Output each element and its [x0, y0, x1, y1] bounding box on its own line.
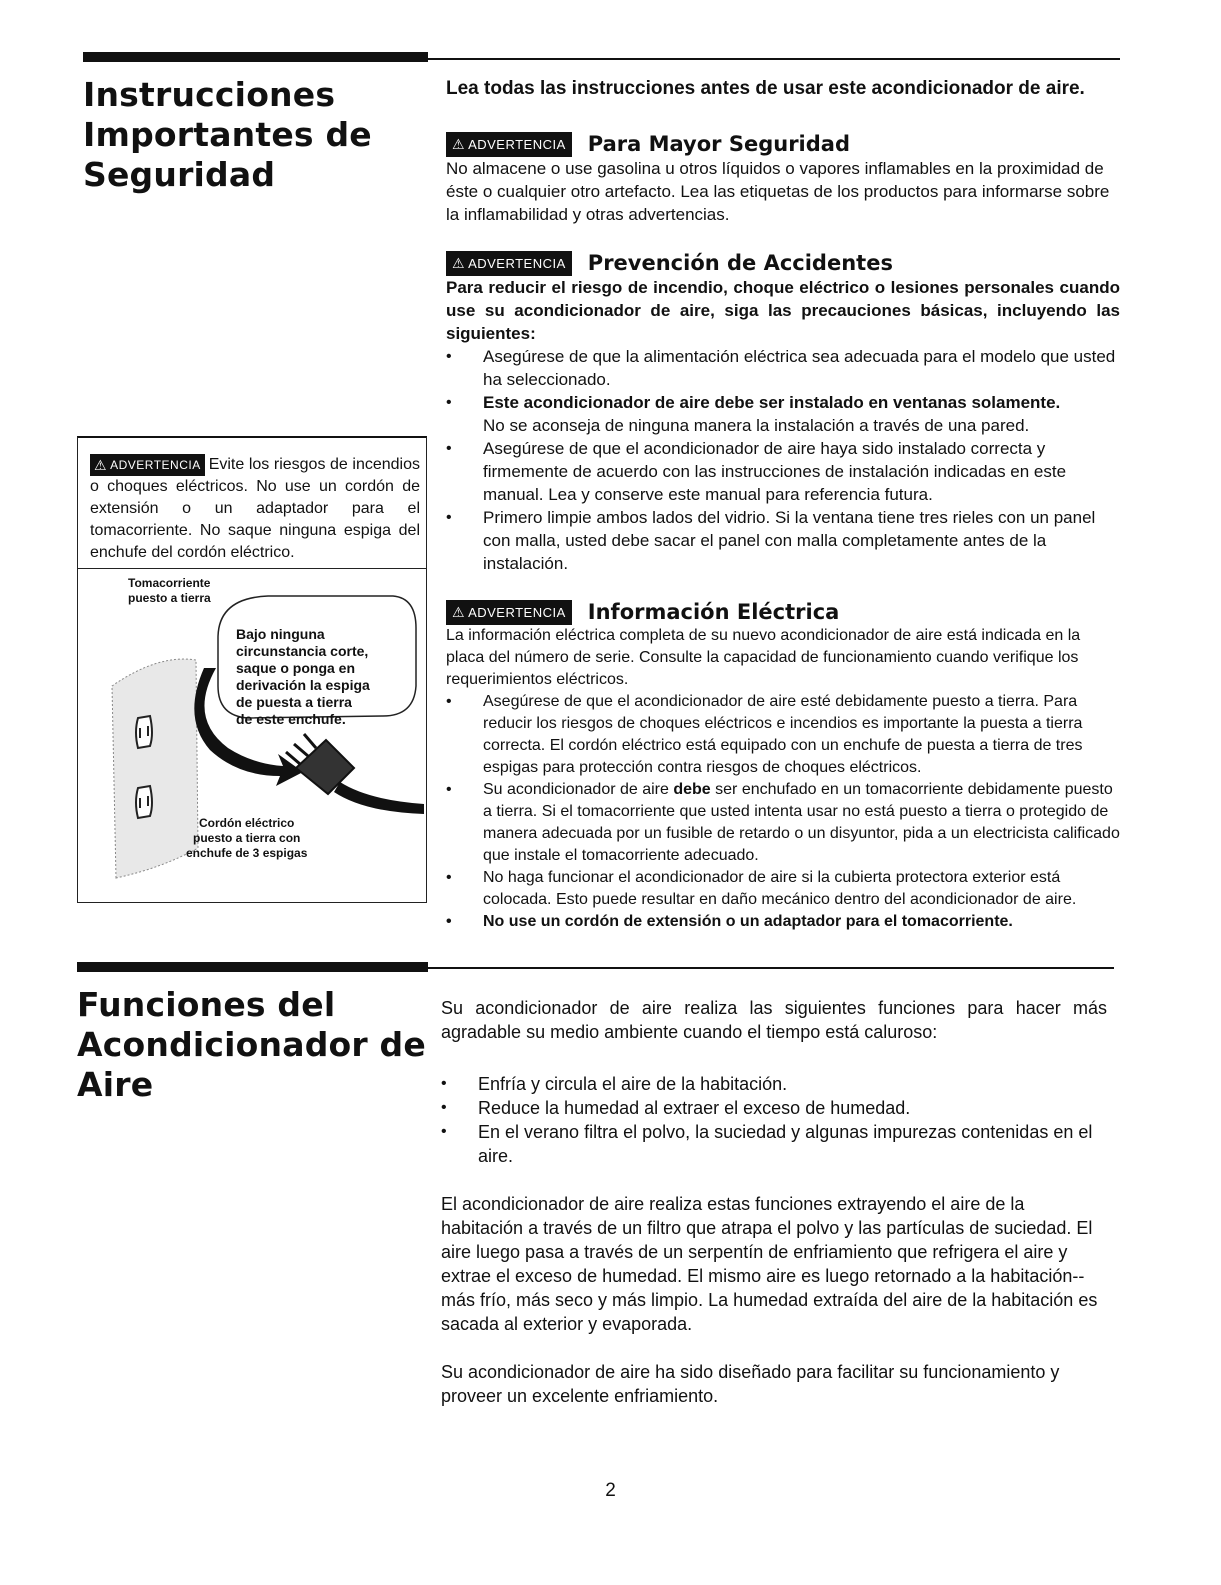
list-item: [446, 779, 1120, 867]
warning-badge: [446, 251, 572, 276]
section-rule-thick: [83, 52, 428, 62]
list-item-strong: Este acondicionador de aire debe ser instalado en ventanas solamente.: [483, 393, 1061, 412]
section-rule-thick: [77, 962, 428, 972]
functions-list: [441, 1072, 1107, 1168]
title-line: Aire: [77, 1065, 154, 1104]
callout-line: saque o ponga en: [236, 660, 356, 676]
functions-paragraph: El acondicionador de aire realiza estas funciones extrayendo el aire de la habitación a través de un filtro que atrapa el polvo y las partículas de suciedad. El aire luego pasa a través de un serpentín de enfriamiento que refrigera el aire y extrae el exceso de humedad. El mismo aire es luego retornado a la habitación--más frío, más seco y más limpio. La humedad extraída del aire de la habitación es sacada al exterior y evaporada.: [441, 1194, 1098, 1334]
figure-label-line: puesto a tierra con: [193, 831, 301, 845]
list-item: • Enfría y circula el aire de la habitación.: [441, 1072, 1107, 1096]
figure-label-line: puesto a tierra: [128, 591, 211, 605]
functions-main-column: [441, 996, 1107, 1408]
functions-paragraph: Su acondicionador de aire ha sido diseñado para facilitar su funcionamiento y proveer un excelente enfriamiento.: [441, 1362, 1060, 1406]
figure-callout: [236, 626, 370, 728]
callout-line: de puesta a tierra: [236, 694, 352, 710]
section-rule-thin: [428, 967, 1114, 969]
warning-triangle-icon: ⚠: [94, 456, 108, 473]
callout-line: circunstancia corte,: [236, 643, 369, 659]
side-warning-box: [77, 436, 427, 903]
warning-triangle-icon: ⚠: [452, 135, 466, 152]
badge-label: ADVERTENCIA: [468, 136, 566, 152]
warning-heading: [446, 250, 1120, 276]
precautions-list: [446, 345, 1120, 575]
warning-badge: [446, 600, 572, 625]
callout-line: de este enchufe.: [236, 711, 346, 727]
warning-title: Para Mayor Seguridad: [587, 132, 850, 156]
list-item-text: Su acondicionador de aire: [483, 781, 669, 798]
warning-heading: [446, 599, 1120, 625]
section-title-functions: [77, 985, 426, 1105]
list-item-text: No se aconseja de ninguna manera la instalación a través de una pared.: [483, 416, 1030, 435]
badge-label: ADVERTENCIA: [468, 255, 566, 271]
list-item: • Asegúrese de que la alimentación eléctrica sea adecuada para el modelo que usted ha seleccionado.: [446, 345, 1120, 391]
badge-label: ADVERTENCIA: [110, 457, 201, 472]
functions-intro: Su acondicionador de aire realiza las siguientes funciones para hacer más agradable su medio ambiente cuando el tiempo está caluroso:: [441, 998, 1107, 1042]
badge-label: ADVERTENCIA: [468, 604, 566, 620]
warning-text: No almacene o use gasolina u otros líquidos o vapores inflamables en la proximidad de éste o cualquier otro artefacto. Lea las etiquetas de los productos para informarse sobre la inflamabilidad y otras advertencias.: [446, 159, 1110, 224]
warning-badge: [446, 132, 572, 157]
list-item: • En el verano filtra el polvo, la suciedad y algunas impurezas contenidas en el aire.: [441, 1120, 1107, 1168]
electrical-list: [446, 691, 1120, 933]
title-line: Funciones del: [77, 985, 336, 1024]
section-title-safety: [83, 75, 372, 195]
list-item: • Reduce la humedad al extraer el exceso de humedad.: [441, 1096, 1107, 1120]
list-item: • Asegúrese de que el acondicionador de aire esté debidamente puesto a tierra. Para reducir los riesgos de choques eléctricos e incendios es importante la puesta a tierra correcta. El cordón eléctrico está equipado con un enchufe de puesta a tierra de tres espigas para protección contra riesgos de choques eléctricos.: [446, 691, 1120, 779]
title-line: Instrucciones: [83, 75, 336, 114]
warning-title: Prevención de Accidentes: [587, 251, 893, 275]
figure-label-line: Cordón eléctrico: [199, 816, 295, 830]
warning-title: Información Eléctrica: [587, 600, 840, 624]
warning-heading: [446, 131, 1120, 157]
warning-text: La información eléctrica completa de su nuevo acondicionador de aire está indicada en la placa del número de serie. Consulte la capacidad de funcionamiento cuando verifique los requerimientos eléctricos.: [446, 627, 1081, 688]
side-warning-body: Evite los riesgos de incendios o choques eléctricos. No use un cordón de extensión o un adaptador para el tomacorriente. No saque ninguna espiga del enchufe del cordón eléctrico.: [90, 456, 420, 562]
list-item-strong: debe: [673, 781, 711, 798]
figure-label-cord: [186, 816, 307, 861]
plug-icon: [286, 734, 424, 814]
title-line: Importantes de: [83, 115, 372, 154]
list-item: • No use un cordón de extensión o un adaptador para el tomacorriente.: [446, 911, 1120, 933]
side-warning-text: [78, 438, 426, 574]
list-item: • Primero limpie ambos lados del vidrio. Si la ventana tiene tres rieles con un panel con malla, usted debe sacar el panel con malla completamente antes de la instalación.: [446, 506, 1120, 575]
warning-triangle-icon: ⚠: [452, 603, 466, 620]
warning-lead: Para reducir el riesgo de incendio, choque eléctrico o lesiones personales cuando use su acondicionador de aire, siga las precauciones básicas, incluyendo las siguientes:: [446, 278, 1120, 343]
list-item-text: ser enchufado en un tomacorriente debidamente puesto a tierra. Si el tomacorriente que usted intenta usar no está puesto a tierra o protegido de manera adecuada por un fusible de retardo o un disyuntor, pida a un electricista calificado que instale el tomacorriente adecuado.: [483, 781, 1120, 864]
title-line: Seguridad: [83, 155, 276, 194]
page-number: 2: [605, 1480, 616, 1501]
warning-badge: [90, 454, 205, 476]
safety-main-column: [446, 76, 1120, 933]
intro-instruction: Lea todas las instrucciones antes de usar este acondicionador de aire.: [446, 78, 1085, 99]
section-rule-thin: [428, 58, 1120, 60]
warning-triangle-icon: ⚠: [452, 254, 466, 271]
callout-line: Bajo ninguna: [236, 626, 325, 642]
title-line: Acondicionador de: [77, 1025, 426, 1064]
figure-label-line: enchufe de 3 espigas: [186, 846, 308, 860]
list-item: • No haga funcionar el acondicionador de aire si la cubierta protectora exterior está colocada. Esto puede resultar en daño mecánico dentro del acondicionador de aire.: [446, 867, 1120, 911]
list-item: [446, 391, 1120, 437]
list-item: • Asegúrese de que el acondicionador de aire haya sido instalado correcta y firmemente de acuerdo con las instrucciones de instalación indicadas en este manual. Lea y conserve este manual para referencia futura.: [446, 437, 1120, 506]
figure-label-line: Tomacorriente: [128, 576, 211, 590]
callout-line: derivación la espiga: [236, 677, 370, 693]
